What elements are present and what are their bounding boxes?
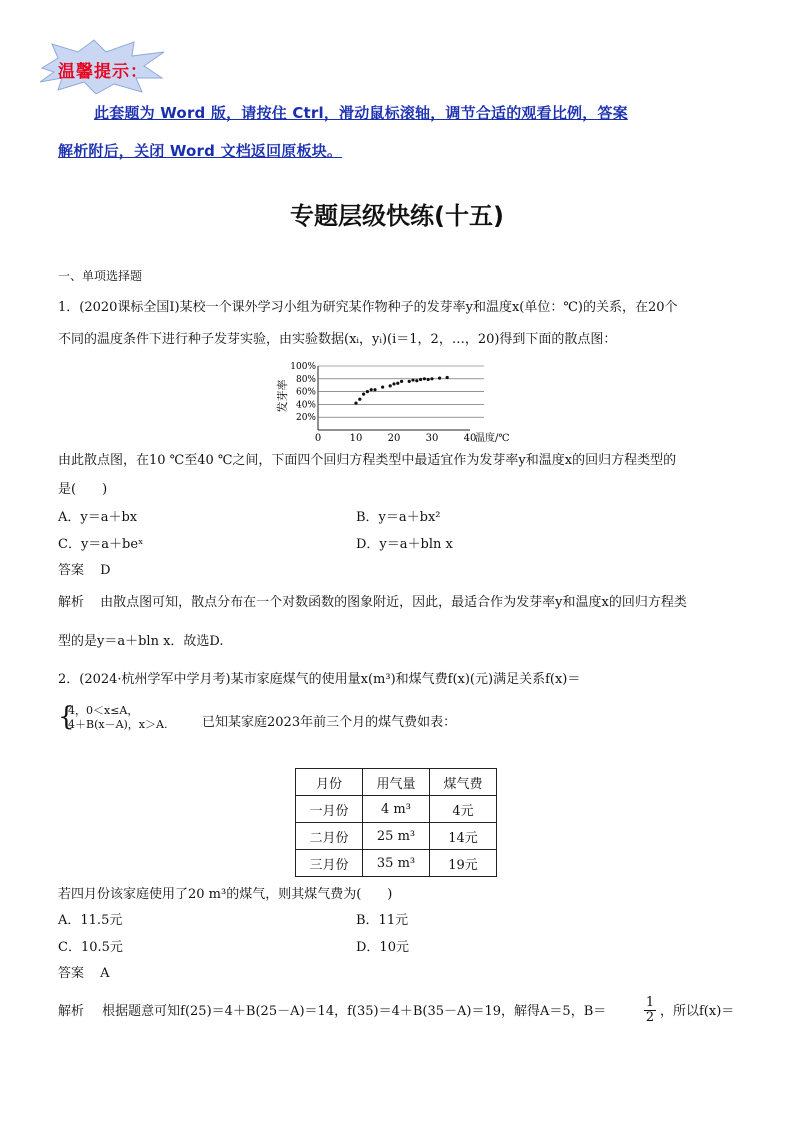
scatter-point — [358, 398, 361, 401]
q2-analysis-end: ，所以f(x)＝ — [660, 1004, 735, 1019]
piecewise-case-1: 4，0＜x≤A， — [68, 704, 139, 717]
x-axis-label: 温度/℃ — [475, 433, 510, 444]
scatter-point — [430, 377, 433, 380]
scatter-point — [396, 382, 399, 385]
gas-fee-table — [295, 768, 497, 877]
table-cell: 二月份 — [296, 823, 363, 850]
q2-answer: A — [100, 966, 110, 981]
q2-analysis-label: 解析 — [58, 1004, 85, 1019]
scatter-point — [373, 388, 376, 391]
q1-analysis-line-2: 型的是y＝a＋bln x．故选D. — [58, 634, 224, 649]
notice-line-2: 解析附后，关闭 Word 文档返回原板块。 — [58, 142, 343, 160]
table-cell: 19元 — [430, 850, 497, 877]
fraction-denominator: 2 — [645, 1010, 655, 1025]
x-tick-label: 0 — [314, 433, 322, 444]
scatter-point — [419, 378, 422, 381]
q2-option-d: D．10元 — [356, 940, 409, 955]
scatter-point — [362, 393, 365, 396]
y-tick-label: 80% — [295, 374, 316, 385]
chart-points — [354, 376, 448, 405]
q1-text-line-1: 1．(2020课标全国Ⅰ)某校一个课外学习小组为研究某作物种子的发芽率y和温度x(单位：℃)的关系，在20个 — [58, 300, 678, 315]
scatter-plot — [268, 356, 528, 446]
fraction-numerator: 1 — [645, 995, 655, 1010]
q1-option-c: C．y＝a＋beˣ — [58, 537, 144, 552]
q1-option-b: B．y＝a＋bx² — [356, 510, 441, 525]
scatter-point — [392, 382, 395, 385]
q1-stem-line-2: 是( ) — [58, 482, 108, 497]
page-title: 专题层级快练(十五) — [290, 202, 504, 230]
q2-option-a: A．11.5元 — [58, 913, 123, 928]
table-header-cell: 用气量 — [363, 769, 430, 796]
x-tick-label: 10 — [349, 433, 363, 444]
x-tick-label: 30 — [425, 433, 439, 444]
notice-label: 温馨提示： — [58, 62, 148, 82]
table-cell: 三月份 — [296, 850, 363, 877]
scatter-point — [366, 390, 369, 393]
section-heading: 一、单项选择题 — [58, 269, 143, 283]
y-tick-label: 20% — [295, 413, 316, 424]
y-tick-label: 40% — [295, 400, 316, 411]
piecewise-case-2: 4＋B(x－A)，x＞A. — [68, 718, 168, 731]
q2-option-c: C．10.5元 — [58, 940, 123, 955]
fraction-one-half — [644, 996, 656, 1025]
y-tick-label: 60% — [295, 387, 316, 398]
q2-stem: 若四月份该家庭使用了20 m³的煤气，则其煤气费为( ) — [58, 887, 393, 902]
table-row — [296, 796, 497, 823]
scatter-point — [427, 378, 430, 381]
q2-text-line-2: 已知某家庭2023年前三个月的煤气费如表： — [202, 715, 457, 730]
q1-text-line-2: 不同的温度条件下进行种子发芽实验，由实验数据(xᵢ，yᵢ)(i＝1，2，…，20)得到下面的散点图： — [58, 332, 617, 347]
table-cell: 一月份 — [296, 796, 363, 823]
scatter-point — [370, 388, 373, 391]
scatter-point — [438, 377, 441, 380]
notice-line-1: 此套题为 Word 版，请按住 Ctrl，滑动鼠标滚轴，调节合适的观看比例，答案 — [94, 104, 628, 122]
table-cell: 14元 — [430, 823, 497, 850]
table-cell: 35 m³ — [363, 850, 430, 877]
table-header-cell: 煤气费 — [430, 769, 497, 796]
q1-answer: D — [100, 563, 111, 578]
table-cell: 4元 — [430, 796, 497, 823]
table-cell: 25 m³ — [363, 823, 430, 850]
scatter-point — [446, 376, 449, 379]
q2-option-b: B．11元 — [356, 913, 409, 928]
q2-analysis: 根据题意可知f(25)＝4＋B(25－A)＝14，f(35)＝4＋B(35－A)＝19，解得A＝5，B＝ — [102, 1004, 607, 1019]
scatter-point — [354, 402, 357, 405]
table-row — [296, 823, 497, 850]
scatter-point — [423, 377, 426, 380]
table-header-row — [296, 769, 497, 796]
scatter-point — [408, 380, 411, 383]
y-tick-label: 100% — [290, 362, 316, 372]
q2-text-line-1: 2．(2024·杭州学军中学月考)某市家庭煤气的使用量x(m³)和煤气费f(x)(元)满足关系f(x)＝ — [58, 672, 581, 687]
q1-stem-line-1: 由此散点图，在10 ℃至40 ℃之间，下面四个回归方程类型中最适宜作为发芽率y和温度x的回归方程类型的 — [58, 453, 677, 468]
chart-grid — [318, 366, 484, 430]
scatter-point — [400, 380, 403, 383]
y-axis-label: 发芽率 — [276, 379, 289, 413]
scatter-point — [389, 384, 392, 387]
scatter-point — [415, 379, 418, 382]
table-cell: 4 m³ — [363, 796, 430, 823]
x-tick-label: 20 — [387, 433, 401, 444]
q1-analysis-label: 解析 — [58, 595, 85, 610]
scatter-point — [381, 386, 384, 389]
table-row — [296, 850, 497, 877]
scatter-point — [411, 378, 414, 381]
table-header-cell: 月份 — [296, 769, 363, 796]
q1-answer-label: 答案 — [58, 563, 85, 578]
q1-analysis-line-1: 由散点图可知，散点分布在一个对数函数的图象附近，因此，最适合作为发芽率y和温度x的回归方程类 — [100, 595, 687, 610]
q1-option-a: A．y＝a＋bx — [58, 510, 138, 525]
x-tick-label: 40 — [463, 433, 477, 444]
q1-option-d: D．y＝a＋bln x — [356, 537, 453, 552]
q2-answer-label: 答案 — [58, 966, 85, 981]
